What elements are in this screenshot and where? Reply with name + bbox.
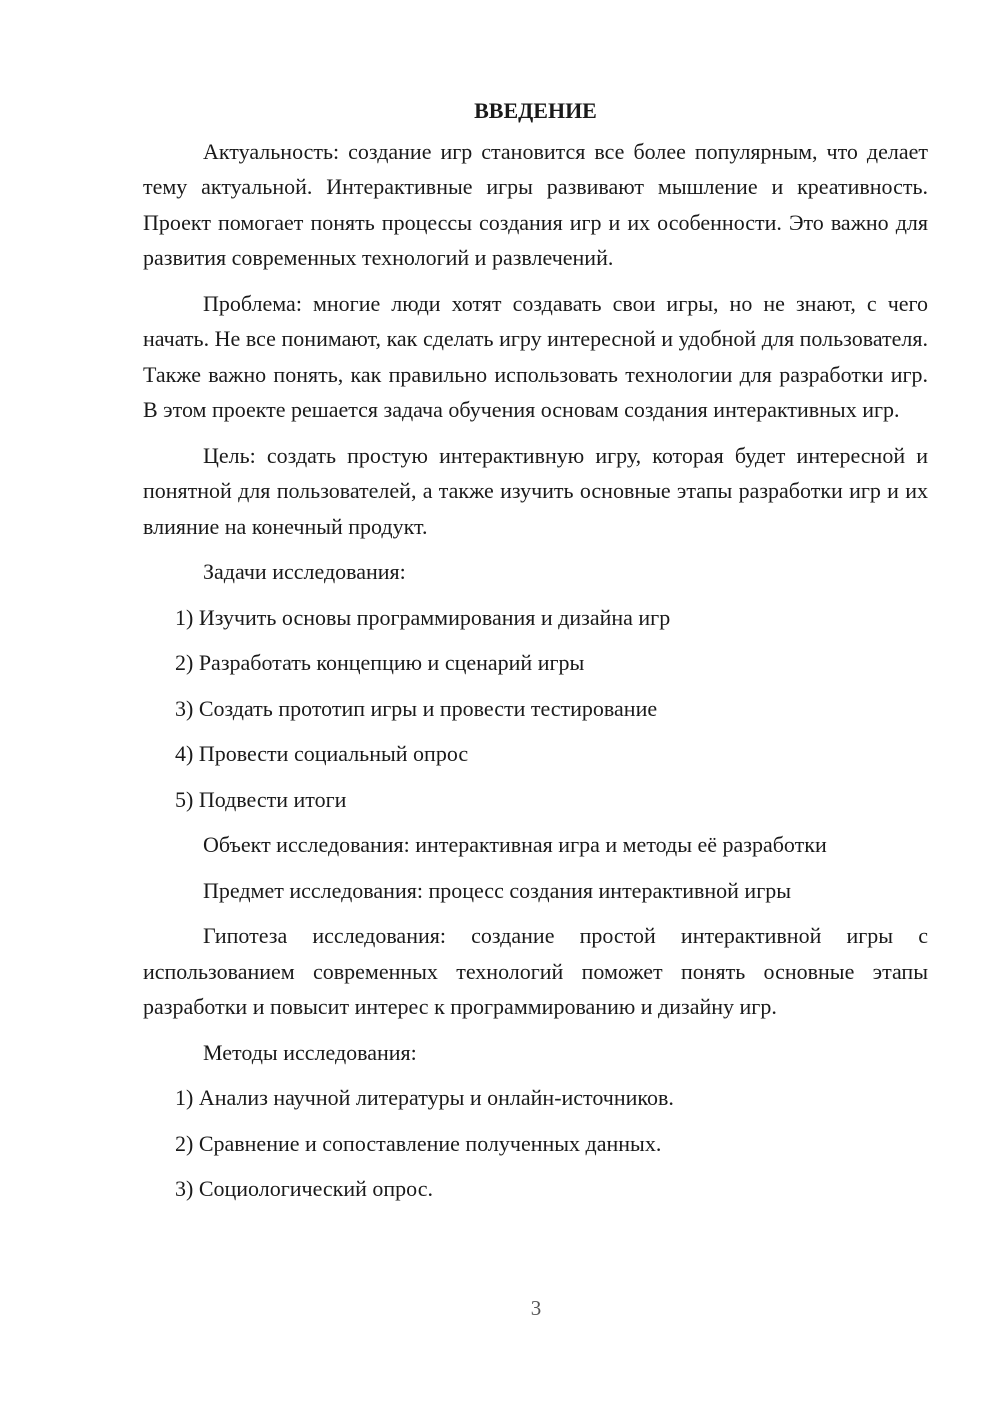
list-item: 1) Изучить основы программирования и дизайна игр [175, 604, 671, 630]
list-item: 4) Провести социальный опрос [175, 741, 469, 766]
tasks-label: Задачи исследования: [203, 559, 406, 584]
list-item: 2) Разработать концепцию и сценарий игры [175, 650, 585, 675]
problem-paragraph: Проблема: многие люди хотят создавать свои игры, но не знают, с чего начать. Не все понимают, как сделать игру интересной и удобной для пользователя. Также важно понять, как правильно использовать технологии для разработки игр. В этом проекте решается задача обучения основам создания интерактивных игр. [143, 290, 928, 422]
hypothesis-paragraph: Гипотеза исследования: создание простой интерактивной игры с использованием современных технологий поможет понять основные этапы разработки и повысит интерес к программированию и дизайну игр. [143, 923, 928, 1019]
methods-list [143, 1080, 928, 1207]
list-item: 3) Социологический опрос. [175, 1176, 433, 1201]
list-item: 2) Сравнение и сопоставление полученных данных. [175, 1130, 662, 1156]
subject-paragraph: Предмет исследования: процесс создания интерактивной игры [203, 877, 792, 903]
goal-paragraph: Цель: создать простую интерактивную игру, которая будет интересной и понятной для пользователей, а также изучить основные этапы разработки игр и их влияние на конечный продукт. [143, 442, 928, 539]
list-item: 5) Подвести итоги [175, 786, 347, 812]
page-content [143, 93, 928, 1217]
object-paragraph: Объект исследования: интерактивная игра и методы её разработки [203, 832, 827, 857]
list-item: 1) Анализ научной литературы и онлайн-источников. [175, 1085, 674, 1110]
page-number: 3 [530, 1296, 542, 1320]
methods-label: Методы исследования: [203, 1039, 417, 1065]
relevance-paragraph: Актуальность: создание игр становится все более популярным, что делает тему актуальной. Интерактивные игры развивают мышление и креативность. Проект помогает понять процессы создания игр и их особенности. Это важно для развития современных технологий и развлечений. [143, 138, 928, 270]
page-title: ВВЕДЕНИЕ [474, 98, 597, 123]
tasks-list [143, 600, 928, 818]
list-item: 3) Создать прототип игры и провести тестирование [175, 695, 658, 721]
